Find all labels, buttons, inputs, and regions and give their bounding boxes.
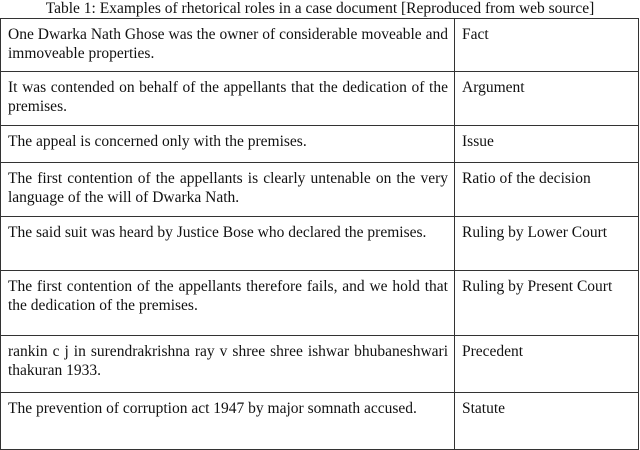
sentence-cell: The first contention of the appellants therefore fails, and we hold that the dedication of the premises. (1, 271, 455, 336)
table-row (1, 72, 639, 126)
sentence-cell: It was contended on behalf of the appellants that the dedication of the premises. (1, 72, 455, 126)
sentence-cell: The appeal is concerned only with the premises. (1, 126, 455, 163)
table-row (1, 393, 639, 450)
role-cell: Precedent (455, 336, 639, 393)
sentence-cell: rankin c j in surendrakrishna ray v shree shree ishwar bhubaneshwari thakuran 1933. (1, 336, 455, 393)
sentence-cell: The said suit was heard by Justice Bose who declared the premises. (1, 217, 455, 271)
table-row (1, 271, 639, 336)
table-row (1, 217, 639, 271)
role-cell: Statute (455, 393, 639, 450)
table-row (1, 126, 639, 163)
role-cell: Ruling by Present Court (455, 271, 639, 336)
role-cell: Ruling by Lower Court (455, 217, 639, 271)
table-row (1, 163, 639, 217)
sentence-cell: The prevention of corruption act 1947 by major somnath accused. (1, 393, 455, 450)
table-row (1, 19, 639, 72)
role-cell: Ratio of the decision (455, 163, 639, 217)
role-cell: Fact (455, 19, 639, 72)
table-row (1, 336, 639, 393)
role-cell: Argument (455, 72, 639, 126)
table-caption: Table 1: Examples of rhetorical roles in a case document [Reproduced from web source] (45, 0, 595, 17)
sentence-cell: The first contention of the appellants is clearly untenable on the very language of the will of Dwarka Nath. (1, 163, 455, 217)
rhetorical-roles-table (0, 18, 639, 450)
role-cell: Issue (455, 126, 639, 163)
sentence-cell: One Dwarka Nath Ghose was the owner of considerable moveable and immoveable properties. (1, 19, 455, 72)
